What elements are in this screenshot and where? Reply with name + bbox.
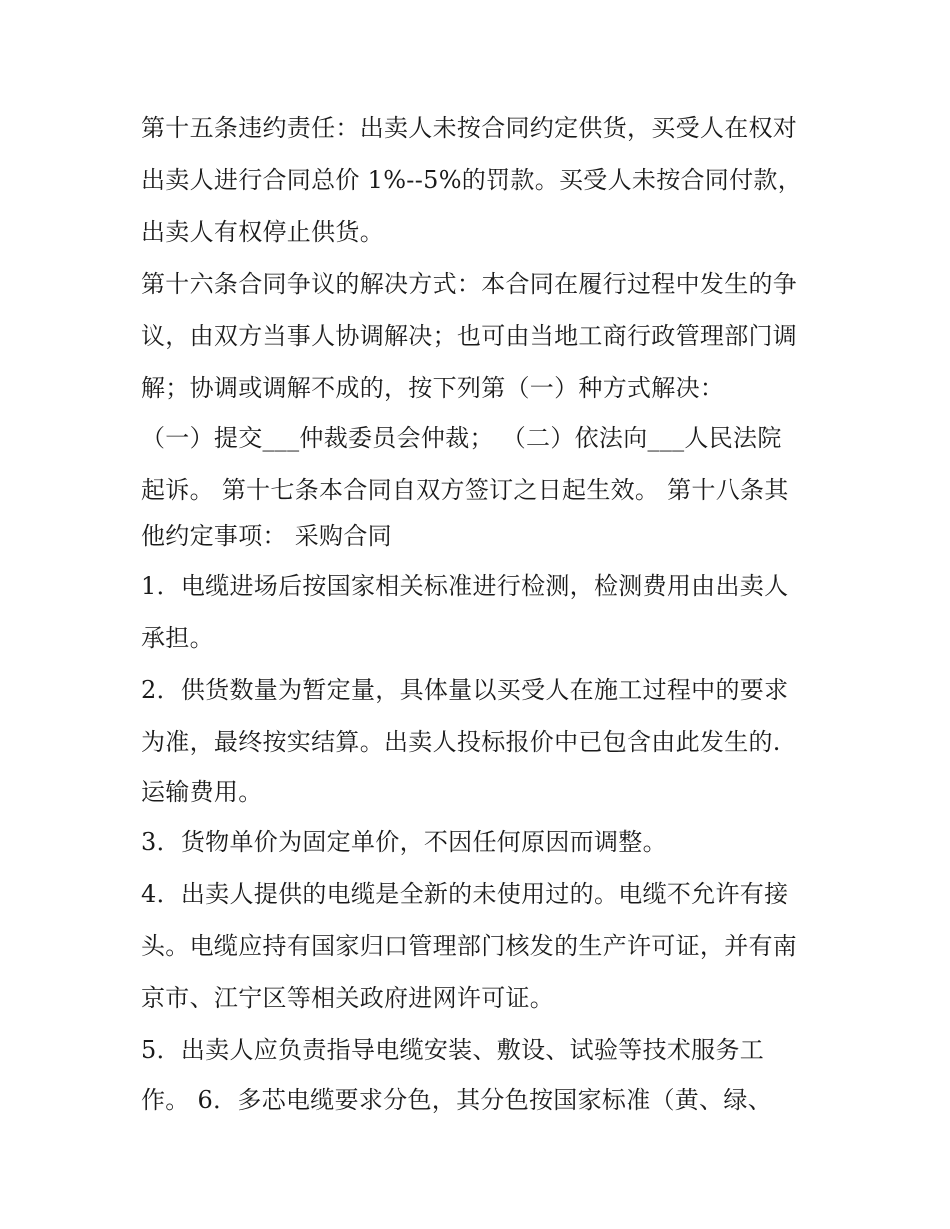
- text-line: 出卖人有权停止供货。: [141, 218, 384, 246]
- text-line: 第十六条合同争议的解决方式：本合同在履行过程中发生的争: [141, 270, 798, 298]
- text-line: 1．电缆进场后按国家相关标准进行检测，检测费用由出卖人: [141, 572, 789, 600]
- text-line: 出卖人进行合同总价 1%--5%的罚款。买受人未按合同付款，: [141, 166, 802, 194]
- text-line: 2．供货数量为暂定量，具体量以买受人在施工过程中的要求: [141, 676, 789, 704]
- text-line: 作。 6．多芯电缆要求分色，其分色按国家标准（黄、绿、: [141, 1086, 772, 1114]
- text-line: 京市、江宁区等相关政府进网许可证。: [141, 984, 555, 1012]
- text-line: 为准，最终按实结算。出卖人投标报价中已包含由此发生的.: [141, 728, 781, 756]
- text-line: （一）提交___仲裁委员会仲裁； （二）依法向___人民法院: [141, 424, 782, 452]
- text-line: 起诉。 第十七条本合同自双方签订之日起生效。 第十八条其: [141, 476, 789, 504]
- text-line: 3．货物单价为固定单价，不因任何原因而调整。: [141, 828, 667, 856]
- text-line: 头。电缆应持有国家归口管理部门核发的生产许可证，并有南: [141, 932, 798, 960]
- text-line: 4．出卖人提供的电缆是全新的未使用过的。电缆不允许有接: [141, 880, 789, 908]
- text-line: 承担。: [141, 624, 214, 652]
- text-line: 解；协调或调解不成的，按下列第（一）种方式解决：: [141, 374, 725, 402]
- text-line: 议，由双方当事人协调解决；也可由当地工商行政管理部门调: [141, 322, 798, 350]
- text-line: 第十五条违约责任：出卖人未按合同约定供货，买受人在权对: [141, 114, 798, 142]
- text-line: 运输费用。: [141, 778, 263, 806]
- text-line: 他约定事项： 采购合同: [141, 522, 392, 550]
- text-line: 5．出卖人应负责指导电缆安装、敷设、试验等技术服务工: [141, 1036, 765, 1064]
